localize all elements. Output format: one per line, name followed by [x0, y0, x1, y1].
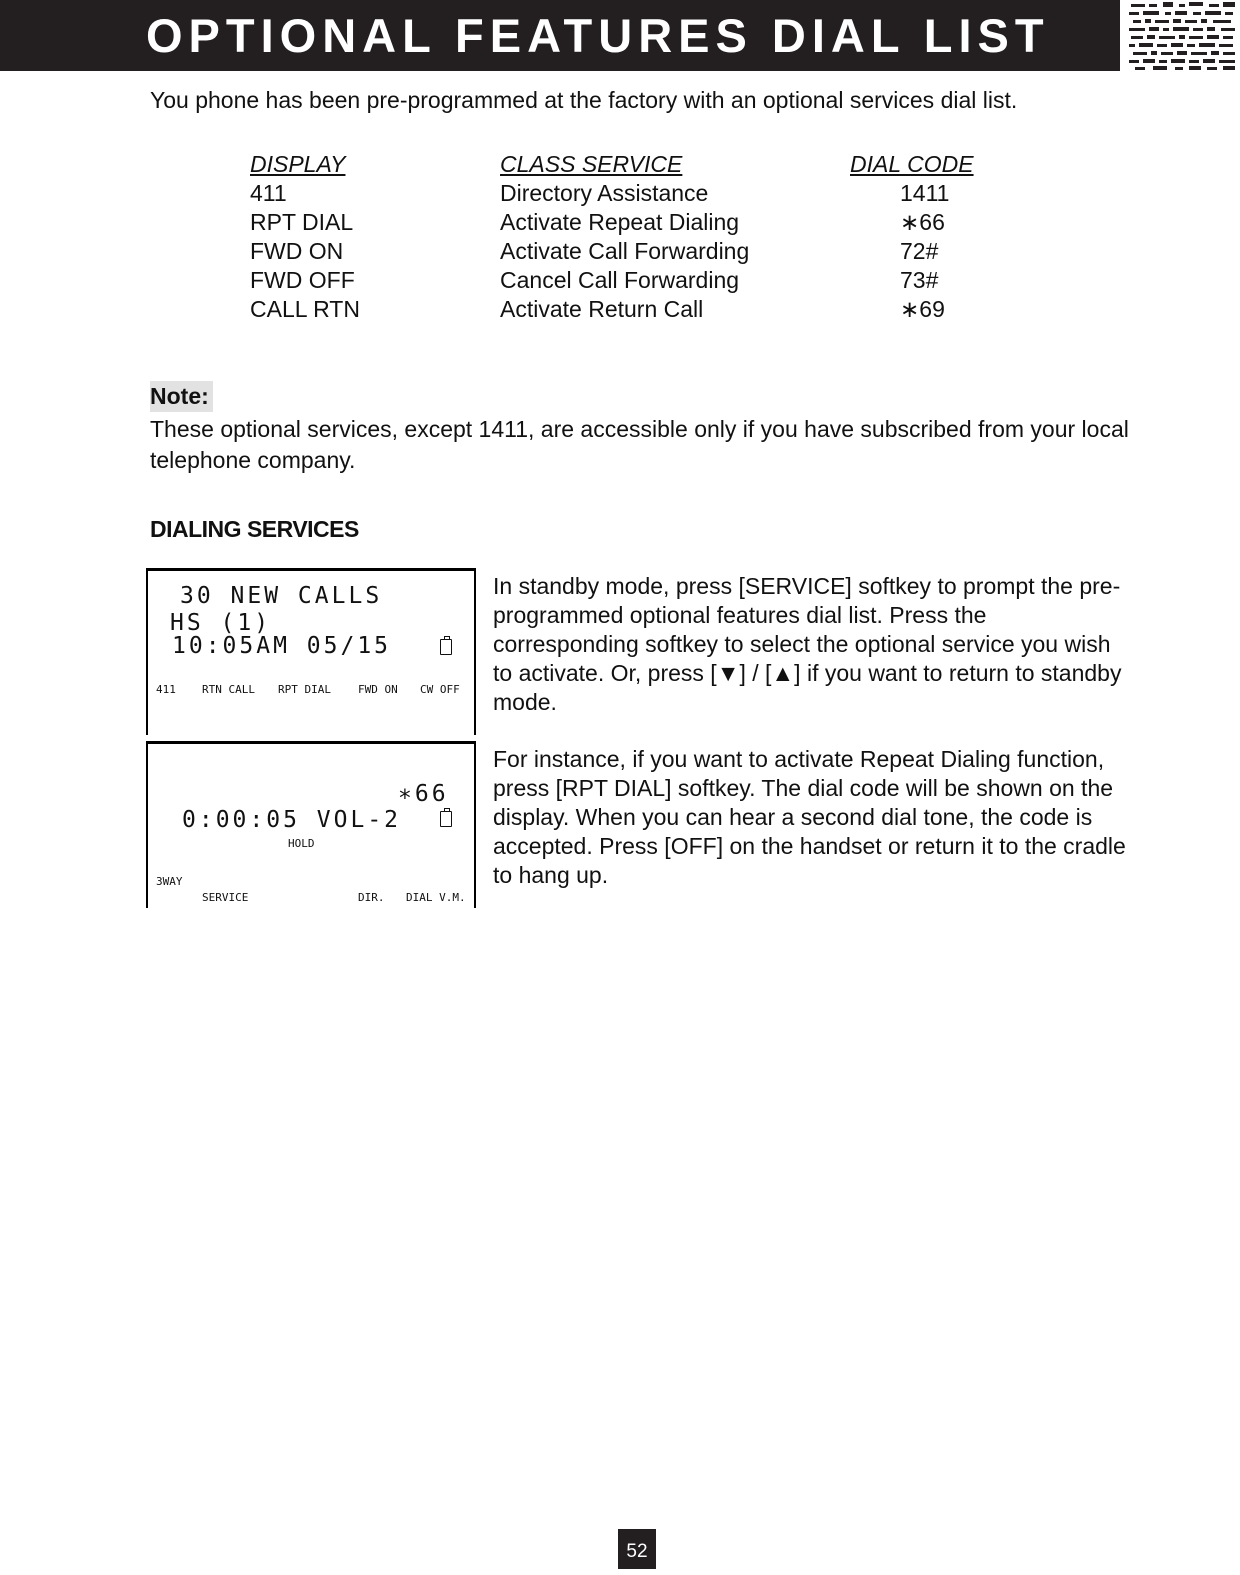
battery-icon: [440, 639, 452, 655]
page-number: 52: [618, 1529, 656, 1569]
intro-text: You phone has been pre-programmed at the factory with an optional services dial list.: [150, 87, 1018, 113]
softkey-411[interactable]: 411: [156, 683, 176, 696]
softkey-dial-vm[interactable]: DIAL V.M.: [406, 891, 466, 904]
lcd-screen-standby: [146, 568, 476, 735]
table-cell-service: Activate Repeat Dialing: [500, 209, 740, 235]
softkey-cw-off[interactable]: CW OFF: [420, 683, 460, 696]
title-bar: [0, 0, 1120, 71]
lcd-line-new-calls: 30 NEW CALLS: [180, 583, 383, 609]
display-header: DISPLAY: [250, 151, 346, 177]
table-cell-code: ∗66: [900, 209, 945, 235]
note-text: These optional services, except 1411, are accessible only if you have subscribed from your local telephone company.: [150, 416, 1129, 473]
table-cell-service: Activate Call Forwarding: [500, 238, 750, 264]
softkey-service[interactable]: SERVICE: [202, 891, 249, 904]
page-title: OPTIONAL FEATURES DIAL LIST: [146, 9, 1050, 62]
softkey-rpt-dial[interactable]: RPT DIAL: [278, 683, 331, 696]
lcd-dial-code: ∗66: [398, 781, 449, 807]
corner-pattern-decoration: [1127, 0, 1240, 72]
table-cell-display: FWD ON: [250, 238, 344, 264]
battery-icon: [440, 811, 452, 827]
table-cell-code: ∗69: [900, 296, 945, 322]
table-cell-code: 73#: [900, 267, 939, 293]
softkey-fwd-on[interactable]: FWD ON: [358, 683, 398, 696]
lcd-timer-volume: 0:00:05 VOL-2: [182, 807, 402, 833]
note-label: Note:: [150, 381, 213, 412]
code-header: DIAL CODE: [850, 151, 974, 177]
lcd-line-time-date: 10:05AM 05/15: [172, 633, 392, 659]
section-title: DIALING SERVICES: [150, 516, 359, 542]
table-cell-display: RPT DIAL: [250, 209, 354, 235]
table-cell-code: 1411: [900, 180, 950, 206]
lcd-hold-indicator: HOLD: [288, 837, 315, 850]
code-column: [850, 150, 974, 324]
softkey-dir[interactable]: DIR.: [358, 891, 385, 904]
table-cell-code: 72#: [900, 238, 939, 264]
service-header: CLASS SERVICE: [500, 151, 683, 177]
table-cell-service: Directory Assistance: [500, 180, 709, 206]
lcd-line-handset: HS (1): [170, 610, 272, 636]
service-column: [500, 150, 749, 324]
display-column: [250, 150, 360, 324]
table-cell-display: CALL RTN: [250, 296, 360, 322]
table-cell-service: Cancel Call Forwarding: [500, 267, 740, 293]
instruction-paragraph: In standby mode, press [SERVICE] softkey to prompt the pre-programmed optional features dial list. Press the corresponding softkey to select the optional service you wish to activate. Or, press [▼] / [▲] if you want to return to standby mode.: [493, 573, 1122, 715]
table-cell-display: 411: [250, 180, 287, 206]
softkey-rtn-call[interactable]: RTN CALL: [202, 683, 255, 696]
lcd-3way-indicator: 3WAY: [156, 875, 183, 888]
table-cell-service: Activate Return Call: [500, 296, 704, 322]
example-paragraph: For instance, if you want to activate Repeat Dialing function, press [RPT DIAL] softkey. The dial code will be shown on the display. When you can hear a second dial tone, the code is accepted. Press [OFF] on the handset or return it to the cradle to hang up.: [493, 746, 1126, 888]
lcd-screen-dialing: [146, 741, 476, 908]
table-cell-display: FWD OFF: [250, 267, 355, 293]
